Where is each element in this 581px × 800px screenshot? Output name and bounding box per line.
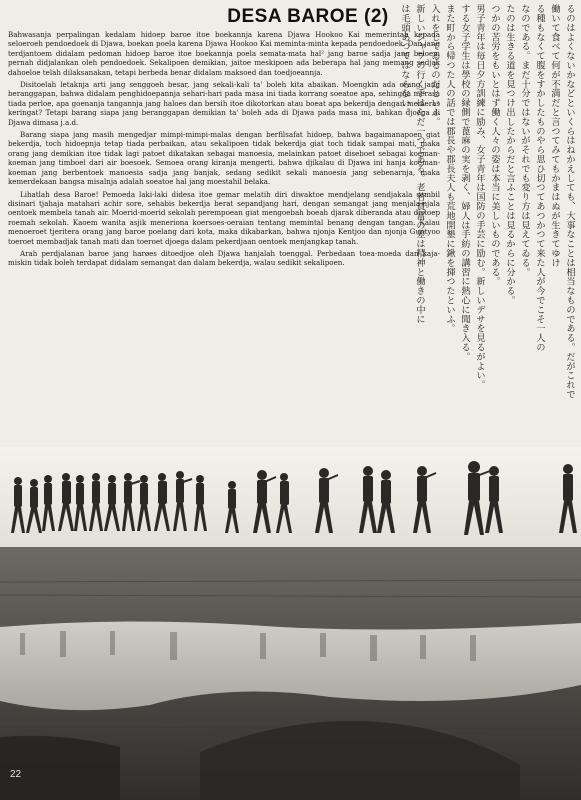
article-title: DESA BAROE (2): [227, 6, 389, 27]
japanese-line: たのは生きる道を見つけ出したからだと言ふことは見るからに分かる。: [504, 4, 515, 305]
japanese-line: るのはよくないかなどといくらはねかえしても、大事なことは相当なものである。だがこれで: [564, 4, 575, 399]
japanese-line: る種もなくて腹をすかしたものやら思ひ切つてあつかつて来た人が今でこそ一人の: [534, 4, 545, 352]
japanese-line: つかの苦労をもいとはず働く人々の姿は本当に美しいものである。: [489, 4, 500, 286]
japanese-line: は毛頭あつてはならない。: [399, 4, 410, 117]
japanese-line: する女子学生は學校の縁側で蓖麻の実を剥く、婦人は手紡の講習に熱心に聞き入る。: [459, 4, 470, 362]
japanese-line: 入れをしてゐるのだといふ。: [429, 4, 440, 127]
training-youth-photo: [0, 447, 581, 800]
japanese-line: また町から帰つた人の話では郡長や郡長夫人も荒地開墾に鍬を揮つたといふ。: [444, 4, 455, 333]
article-paragraph: Disitoelah letaknja arti jang senggoeh besar, jang sekali-kali ta' boleh kita abaikan. Moengkin ada orang jang beranggapan, bahwa didalam penghidoepannja sehari-hari pada masa ini tiada korrang soeatoe apa, sehingga merasa tiada perloe, apa goenanja tangannja jang haloes dan bersih itoe dikotorkan atau boeat apa bekerdja dengan memeras keringat? Tetapi barang siapa jang beranggapan demikian ta' boleh ada di Djawa pada masa ini, bahkan djoega di Djawa dimasa j.a.d.: [8, 80, 440, 127]
japanese-line: 男子青年は毎日夕方訓練に励み、女子青年は国防の手芸に励む。新しいデサを見るがよい。: [474, 4, 485, 390]
article-paragraph: Bahwasanja perpalingan kedalam hidoep baroe itoe boekannja karena Djawa Hookoo Kai memerintah kepada seloeroeh pendoedoek di Djawa, boekan poela karena Djawa Hookoo Kai meminta-minta kepada pendoedoek. Dan jang terdjantoem didalam pedoman hidoep baroe itoe boekannja poela semata-mata hal² jang baroe sadja jang beloem pernah didjalankan oleh pendoedoek. Sekalipoen demikian, jaitoe meskipoen ada beberapa hal jang memang sedjak dahoeloe telah dilaksanakan, tetapi berbeda benar didalam maksoed dan toedjoeannja.: [8, 30, 440, 77]
article-paragraph: Barang siapa jang masih mengedjar mimpi-mimpi-malas dengan berfilsafat hidoep, bahwa bagaimanapoen giat bekerdja, toch hidoepnja tetap tiada perbaikan, atau sekalipoen tidak bekerdja giat toch tidak sampai mati, maka orang jang demikian itoe tidak lagi patoet dikatakan sebagai manoesia, melainkan patoet diseboet sebagai koeman-koeman jang timboel dari air boesoek. Semoea orang kiranja mengerti, bahwa djikalau di Djawa ini hanja koeman-koeman jang berbentoek manoesia sadja jang banjak, sedang sedikit sekali manoesia jang sebenarnja, maka kemerdekaan bangsa misalnja adalah soeatoe hal jang moestahil belaka.: [8, 130, 440, 187]
article-paragraph: Lihatlah desa Baroe! Pemoeda laki-laki didesa itoe gemar melatih diri diwaktoe mendjelang sendjakala sambil disinari tjahaja matahari achir sore, sehabis bekerdja berat sepandjang hari, dengan semangat jang menjala-njala oentoek membela tanah air. Moerid-moerid sekolah perempoean giat mengoebah boeah djarak diberanda atau distoep roemah sekolah. Kaoem wanita asjik meneriona koersoes-oeraian tentang memintal benang dengan tangan. Kalau menoeroet tjeritera orang jang baroe poelang dari kota, maka dikabarkan, bahwa njonja Kentjoo dan njonja Guntyoo toeroet membadjak tanah mati dan toeroet djoega dalam pekerdjaan oentoek menjangkap tanah.: [8, 189, 440, 246]
article-body-indonesian: [8, 30, 440, 271]
page-number: 22: [10, 769, 22, 780]
article-body-japanese: [399, 4, 575, 444]
japanese-line: 新しいジャワの行く手はただ一つである。老若貧富の差は精神と働きの中に: [414, 4, 425, 324]
article-paragraph: Arah perdjalanan baroe jang harøes ditoedjoe oleh Djawa hanjalah toenggal. Perbedaan toea-moeda dan kaja-miskin tidak boleh terdapat didalam semangat dan dalam bekerdja, walau sedikit sekalipoen.: [8, 248, 440, 268]
japanese-line: 働いて食べて何が不満だと言つてみてもかまはぬが生きてゆけ: [549, 4, 560, 268]
japanese-line: なのである。まだ十分ではないがそれでも変り方は見えてゐる。: [519, 4, 530, 277]
